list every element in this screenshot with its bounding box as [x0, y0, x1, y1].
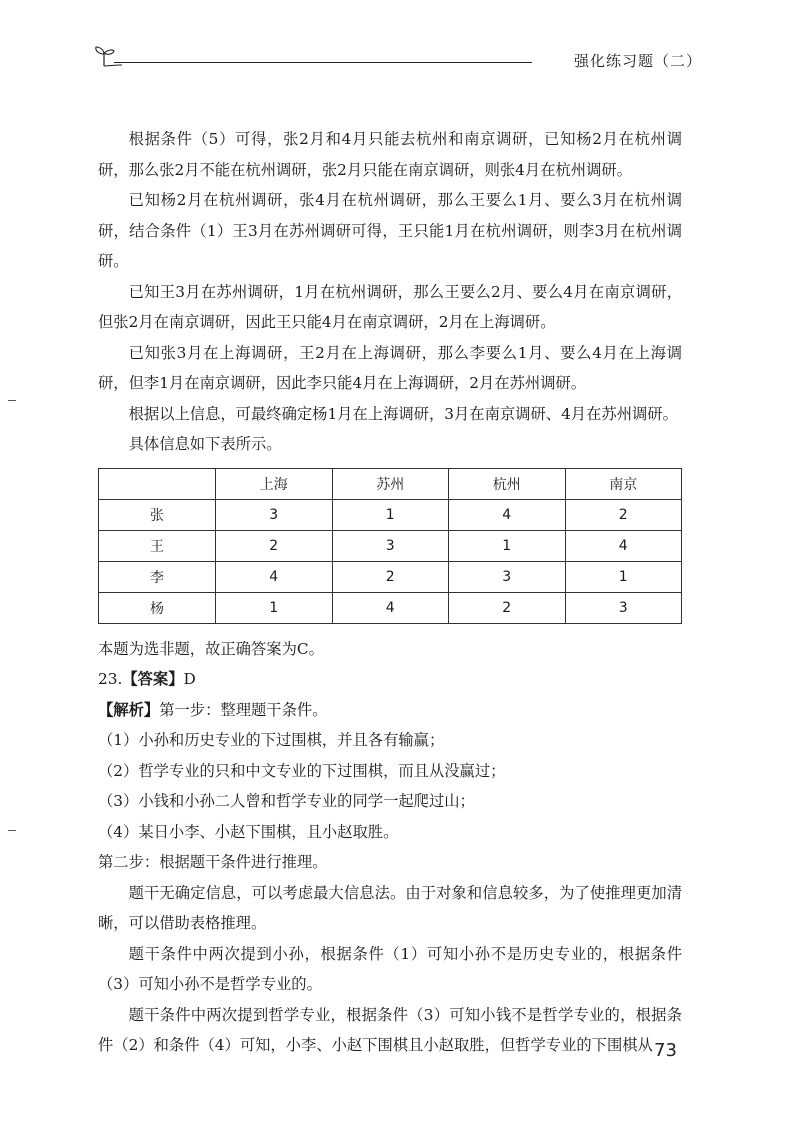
answer-value: D — [183, 670, 196, 688]
schedule-table — [98, 468, 682, 624]
table-cell: 2 — [332, 561, 449, 592]
margin-mark — [8, 400, 16, 401]
condition-item: （4）某日小李、小赵下围棋，且小赵取胜。 — [98, 822, 399, 841]
table-row — [99, 561, 682, 592]
header-rule — [114, 62, 532, 63]
page-number: 73 — [654, 1040, 677, 1061]
table-cell: 1 — [216, 592, 333, 623]
paragraph: 题干条件中两次提到哲学专业，根据条件（3）可知小钱不是哲学专业的，根据条件（2）和条件（4）可知，小李、小赵下围棋且小赵取胜，但哲学专业的下围棋从 — [98, 1005, 682, 1054]
table-cell: 4 — [332, 592, 449, 623]
question-number: 23. — [98, 670, 123, 688]
analysis-step-2: 第二步：根据题干条件进行推理。 — [98, 853, 328, 871]
analysis-line — [98, 695, 682, 726]
table-row — [99, 592, 682, 623]
table-cell: 1 — [332, 499, 449, 530]
row-header: 王 — [99, 530, 216, 561]
condition-item: （3）小钱和小孙二人曾和哲学专业的同学一起爬过山； — [98, 792, 475, 810]
table-cell: 3 — [332, 530, 449, 561]
paragraph: 根据条件（5）可得，张2月和4月只能去杭州和南京调研，已知杨2月在杭州调研，那么张2月不能在杭州调研，张2月只能在南京调研，则张4月在杭州调研。 — [98, 130, 682, 179]
column-header: 苏州 — [332, 468, 449, 499]
paragraph: 根据以上信息，可最终确定杨1月在上海调研，3月在南京调研、4月在苏州调研。 — [128, 404, 678, 423]
table-cell: 2 — [449, 592, 566, 623]
header-title: 强化练习题（二） — [573, 52, 702, 70]
column-header: 上海 — [216, 468, 333, 499]
table-cell: 3 — [449, 561, 566, 592]
paragraph: 已知张3月在上海调研，王2月在上海调研，那么李要么1月、要么4月在上海调研，但李1月在南京调研，因此李只能4月在上海调研，2月在苏州调研。 — [98, 343, 682, 392]
condition-item: （1）小孙和历史专业的下过围棋，并且各有输赢； — [98, 731, 445, 749]
paragraph: 已知杨2月在杭州调研，张4月在杭州调研，那么王要么1月、要么3月在杭州调研，结合条件（1）王3月在苏州调研可得，王只能1月在杭州调研，则李3月在杭州调研。 — [98, 191, 682, 270]
table-header-row — [99, 468, 682, 499]
column-header: 南京 — [565, 468, 682, 499]
column-header: 杭州 — [449, 468, 566, 499]
analysis-label: 【解析】 — [98, 700, 160, 719]
table-corner-cell — [99, 468, 216, 499]
paragraph: 具体信息如下表所示。 — [128, 435, 282, 453]
row-header: 张 — [99, 499, 216, 530]
answer-label: 【答案】 — [122, 670, 184, 688]
conclusion: 本题为选非题，故正确答案为C。 — [98, 639, 324, 658]
paragraph: 题干条件中两次提到小孙，根据条件（1）可知小孙不是历史专业的，根据条件（3）可知小孙不是哲学专业的。 — [98, 944, 682, 993]
condition-item: （2）哲学专业的只和中文专业的下过围棋，而且从没赢过； — [98, 761, 506, 780]
row-header: 杨 — [99, 592, 216, 623]
table-cell: 3 — [216, 499, 333, 530]
table-cell: 3 — [565, 592, 682, 623]
paragraph: 题干无确定信息，可以考虑最大信息法。由于对象和信息较多，为了使推理更加清晰，可以借助表格推理。 — [98, 883, 682, 932]
table-cell: 4 — [449, 499, 566, 530]
page-body — [98, 124, 682, 1061]
table-cell: 1 — [565, 561, 682, 592]
row-header: 李 — [99, 561, 216, 592]
table-cell: 4 — [565, 530, 682, 561]
sprout-icon — [92, 44, 122, 68]
margin-mark — [8, 830, 16, 831]
table-cell: 2 — [216, 530, 333, 561]
answer-line — [98, 664, 682, 695]
table-row — [99, 499, 682, 530]
analysis-step-1: 第一步：整理题干条件。 — [159, 700, 328, 719]
table-cell: 4 — [216, 561, 333, 592]
paragraph: 已知王3月在苏州调研，1月在杭州调研，那么王要么2月、要么4月在南京调研，但张2月在南京调研，因此王只能4月在南京调研，2月在上海调研。 — [98, 282, 682, 331]
table-cell: 2 — [565, 499, 682, 530]
table-row — [99, 530, 682, 561]
table-cell: 1 — [449, 530, 566, 561]
running-header — [92, 40, 702, 74]
